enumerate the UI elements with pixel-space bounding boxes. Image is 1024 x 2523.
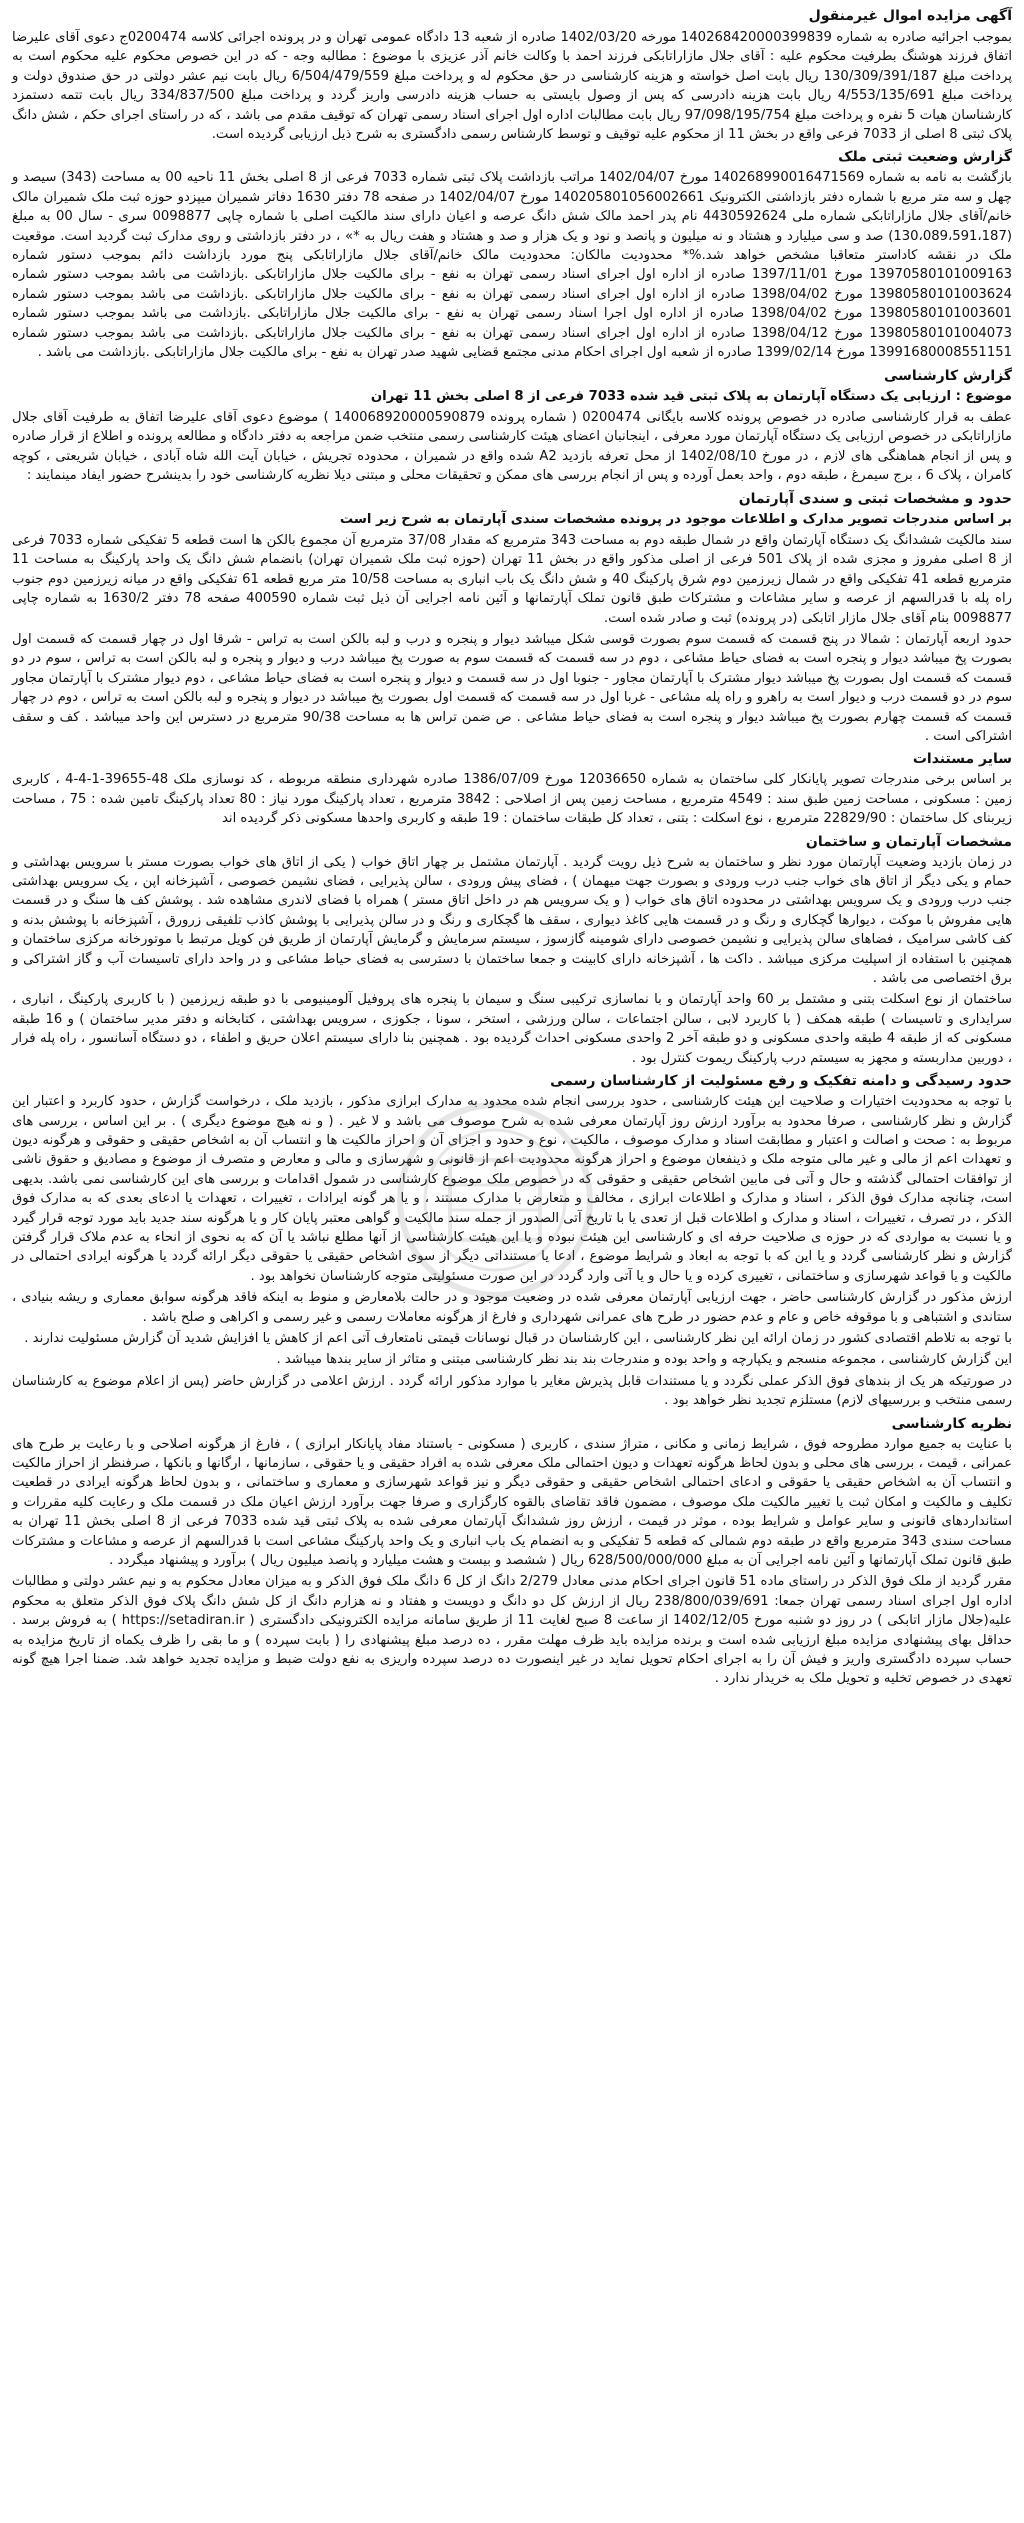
registration-heading: گزارش وضعیت ثبتی ملک xyxy=(838,149,1012,166)
subject-line: موضوع : ارزیابی یک دستگاه آپارتمان به پلاک ثبتی قید شده 7033 فرعی از 8 اصلی بخش 11 تهران xyxy=(370,388,1012,404)
apartment-paragraph: در زمان بازدید وضعیت آپارتمان مورد نظر و ساختمان به شرح ذیل رویت گردید . آپارتمان مشتمل بر چهار اتاق خواب ( یکی از اتاق های خواب بصورت مستر با سرویس بهداشتی و حمام و یکی دیگر از اتاق های خواب جنب درب ورودی و بصورت جهت میهمان ) ، فضای پیش ورودی ، سالن پذیرایی ، فضای نشیمن خصوصی ، آشپزخانه اپن ، یک سرویس بهداشتی جنب درب ورودی و یک سرویس بهداشتی در محدوده اتاق های خواب ( و یک سرویس هم در داخل اتاق مستر ) همراه با فضای لاندری مشاهده شد . پوشش کف ها سنگ و در قسمت هایی مفروش با موکت ، دیوارها گچکاری و رنگ و در قسمت هایی کاغذ دیواری ، سقف ها گچکاری و رنگ و در سالن پذیرایی با پوشش کاذب تلفیقی زرورق ، آشپزخانه با پوشش بدنه و کف کاشی سرامیک ، فضاهای سالن پذیرایی و نشیمن خصوصی دارای شومینه گازسوز ، سیستم سرمایش و گرمایش آپارتمان از طریق فن کویل مرتبط با موتورخانه مرکزی ساختمان و همچنین با استفاده از اسپلیت مرکزی میباشد . داکت ها ، آشپزخانه دارای کابینت و جمعا ساختمان با دسترسی به فضای حیاط مشاعی و در واحد دارای تاسیسات آب و گاز اشتراکی و برق اختصاصی می باشد . xyxy=(12,854,1012,987)
opinion-heading: نظریه کارشناسی xyxy=(891,1415,1012,1432)
scope-paragraph-1: با توجه به محدودیت اختیارات و صلاحیت این هیئت کارشناسی ، حدود بررسی انجام شده محدود به مدارک ابرازی مذکور ، بازدید ملک ، درخواست گزارش ، حدود کاربرد و اعتبار این گزارش و نظر کارشناسی ، صرفا محدود به برآورد ارزش روز آپارتمان معرفی شده به شرح موصوف می باشد و لا غیر . ( و نه هیچ موضوع دیگری ) . بر این اساس ، بررسی های مربوط به : صحت و اصالت و اعتبار و مطابقت اسناد و مدارک موصوف ، مالکیت ، نوع و حدود و اجزای آن و احراز مالکیت ها و انتساب آن به اشخاص حقیقی و حقوقی و هرگونه دیون و تعهدات اعم از مالی و غیر مالی متوجه ملک و ذینفعان موضوع و احراز هرگونه محدودیت اعم از قانونی و شهرسازی و مالی و معارض و متصرف از موضوع و مصادیق و حقوق ناشی از توافقات احتمالی گذشته و حال و آتی فی مابین اشخاص حقیقی و حقوقی که در خصوص ملک موضوع کارشناسی در شمول اقدامات و بررسی های این کارشناسی نمی باشد. بدیهی است، چنانچه مدارک فوق الذکر ، اسناد و مدارک و اطلاعات ابرازی ، مخالف و متعارض با مدارک مستند ، و یا هر گونه ایرادات ، تغییرات ، تعهدات یا ادعای بعدی که به مدارک فوق الذکر ، در تصرف ، تغییرات ، اسناد و مدارک و اطلاعات قبل از تعدی یا با تاریخ آتی الصدور از جمله سند مالکیت و گواهی معتبر پایان کار و یا هرگونه سند جدید باید مورد توجه قرار گیرد و یا نسبت به مواردی که در حوزه ی صلاحیت حرفه ای و کارشناسی این هیئت نبوده و یا این هیئت کارشناسی از آنها مطلع نباشد یا آن که به نحوی از انحاء به عدم ملاک قرار گرفتن گزارش و نظر کارشناسی گردد و یا این که با توجه به ابعاد و شرایط موضوع ، ادعا یا مستنداتی دیگر از سوی اشخاص حقیقی یا حقوقی دیگر ارائه گردد یا هرگونه ایرادی احتمالی در مالکیت و یا قواعد شهرسازی و ساختمانی ، تغییری کرده و یا حال و یا آتی وارد گردد در این صورت مسئولیتی متوجه کارشناسان نخواهد بود . xyxy=(12,1094,1012,1284)
scope-paragraph-3: با توجه به تلاطم اقتصادی کشور در زمان ارائه این نظر کارشناسی ، این کارشناسان در قبال نوسانات قیمتی نامتعارف آتی اعم از کاهش یا افزایش شدید آن گزارش مسئولیت ندارند . xyxy=(24,1330,1012,1346)
scope-heading: حدود رسیدگی و دامنه تفکیک و رفع مسئولیت از کارشناسان رسمی xyxy=(550,1073,1012,1090)
scope-paragraph-2: ارزش مذکور در گزارش کارشناسی حاضر ، جهت ارزیابی آپارتمان معرفی شده در وضعیت موجود و در حالت بلامعارض و منوط به اینکه فاقد هرگونه سوابق معماری و ریشه بنیادی ، ستاندی و اشتباهی و با موقوفه خاص و عام و عدم حضور در طرح های عمرانی شهرداری و فارغ از هرگونه معاملات رسمی و غیر رسمی و اکراهی و صلح باشد . xyxy=(12,1290,1012,1325)
notice-title: آگهی مزایده اموال غیرمنقول xyxy=(808,8,1012,24)
boundaries-subheading: بر اساس مندرجات تصویر مدارک و اطلاعات موجود در پرونده مشخصات سندی آپارتمان به شرح زیر است xyxy=(339,511,1012,527)
expert-report-heading: گزارش کارشناسی xyxy=(883,367,1012,384)
other-documents-heading: سایر مستندات xyxy=(912,751,1012,768)
opinion-paragraph: با عنایت به جمیع موارد مطروحه فوق ، شرایط زمانی و مکانی ، متراژ سندی ، کاربری ( مسکونی - باستناد مفاد پایانکار ابرازی ) ، فارغ از هرگونه اصلاحی و با رعایت بر طرح های عمرانی ، قیمت ، بررسی های محلی و بدون لحاظ هرگونه تعهدات و دیون احتمالی ملک معرفی شده به افراد حقیقی و یا حقوقی ، سازمانها ، ارگانها و بانکها ، صرفنظر از احراز مالکیت و انتساب آن به اشخاص حقیقی یا حقوقی و ادعای احتمالی اشخاص حقیقی و حقوقی دیگر و نیز قواعد شهرسازی و معماری و ساختمانی ، و بدون لحاظ هرگونه ایرادی در قطعیت تکلیف و مالکیت و امکان ثبت یا تغییر مالکیت ملک موصوف ، مضمون فاقد تقاضای بالقوه کارگزاری و صرفا جهت برآورد ارزش اعیان ملک در قسمت ملک و رعایت کلیه مقررات و استانداردهای قانونی و سایر عوامل و شرایط بوده ، موثر در قیمت ، ارزش روز ششدانگ آپارتمان معرفی شده به پلاک ثبتی قید شده 7033 فرعی از 8 اصلی بخش 11 تهران به مساحت سندی 343 مترمربع واقع در طبقه دوم شمالی که قطعه 5 تفکیکی و به انضمام یک باب انباری و یک واحد پارکینگ مشاعی است با قدرالسهم از عرصه و مشاعات و مشترکات طبق قانون تملک آپارتمانها و آئین نامه اجرایی آن به مبلغ 628/500/000/000 ریال ( ششصد و بیست و هشت میلیارد و پانصد میلیون ریال ) برآورد و پیشنهاد میگردد . xyxy=(12,1436,1013,1569)
permit-paragraph: بر اساس برخی مندرجات تصویر پایانکار کلی ساختمان به شماره 12036650 مورخ 1386/07/09 صادره شهرداری منطقه مربوطه ، کد نوسازی ملک 48-39655-1-4-4 ، کاربری زمین : مسکونی ، مساحت زمین طبق سند : 4549 مترمربع ، مساحت زمین پس از اصلاحی : 3842 مترمربع ، تعداد پارکینگ مورد نیاز : 80 تعداد پارکینگ تامین شده : 75 ، مساحت زیربنای کل ساختمان : 22829/90 مترمربع ، نوع اسکلت : بتنی ، تعداد کل طبقات ساختمان : 19 طبقه و کاربری واحدها مسکونی ذکر گردیده اند xyxy=(12,772,1012,827)
expert-paragraph: عطف به قرار کارشناسی صادره در خصوص پرونده کلاسه بایگانی 0200474 ( شماره پرونده 140068920000590879 ) موضوع دعوی آقای علیرضا اتفاق به طرفیت آقای جلال مازاراتابکی در خصوص ارزیابی یک دستگاه آپارتمان مورد معرفی ، اینجانبان اعضای هیئت کارشناسی رسمی منتخب ضمن مراجعه به دفتر دادگاه و مطالعه پرونده و اطلاع از قرار صادره و پس از انجام هماهنگی های لازم ، در مورخ 1402/08/10 از محل تعرفه بازدید A2 شده واقع در شمیران ، محدوده تجریش ، خیابان آیت الله شاه آبادی ، خیابان شریعتی ، کوچه کامران ، پلاک 6 ، برج سیمرغ ، طبقه دوم ، واحد بعمل آورده و پس از انجام بررسی های ممکن و تحقیقات محلی و مبتنی دیلا نظریه کارشناسی خود را بدینشرح حضور ایفاد مینمایند : xyxy=(12,409,1012,484)
apartment-specs-heading: مشخصات آپارتمان و ساختمان xyxy=(805,833,1012,850)
intro-paragraph: بموجب اجرائیه صادره به شماره 140268420000399839 مورخه 1402/03/20 صادره از شعبه 13 دادگاه عمومی تهران و در پرونده اجرائی کلاسه 0200474ج دعوی آقای علیرضا اتفاق فرزند هوشنگ بطرفیت محکوم علیه : آقای جلال مازاراتابکی فرزند احمد با وکالت خانم آذر عزیزی با موضوع : مطالبه وجه - که در این خصوص محکوم علیه محکوم است به پرداخت مبلغ 130/309/391/187 ریال بابت اصل خواسته و هزینه کارشناسی در حق محکوم له و پرداخت مبلغ 6/504/479/559 ریال بابت نیم عشر دولتی در حق صندوق دولت و پرداخت مبلغ 4/553/135/691 ریال بابت هزینه دادرسی که پس از وصول بایستی به حساب هزینه دادرسی واریز گردد و پرداخت مبلغ 334/837/500 ریال بابت تتمه دستمزد کارشناسان هیات 5 نفره و پرداخت مبلغ 97/098/195/754 ریال بابت مطالبات اداره اول اجرای اسناد رسمی تهران که توقیف مقدم می باشد ، که در راستای اجرای حکم ، شش دانگ پلاک ثبتی 8 اصلی از 7033 فرعی واقع در بخش 11 از محکوم علیه توقیف و توسط کارشناس رسمی دادگستری به شرح ذیل ارزیابی گردیده است. xyxy=(12,30,1013,143)
final-paragraph: مقرر گردید از ملک فوق الذکر در راستای ماده 51 قانون اجرای احکام مدنی معادل 2/279 دانگ از کل 6 دانگ ملک فوق الذکر و به میزان معادل محکوم به و نیم عشر دولتی و مطالبات اداره اول اجرای اسناد رسمی تهران جمعا: 238/800/039/691 ریال از ارزش کل دو دانگ و دویست و هفتاد و نه هزارم دانگ از کل شش دانگ پلاک فوق الذکر متعلق به محکوم علیه(جلال مازار اتابکی ) در روز دو شنبه مورخ 1402/12/05 از ساعت 8 صبح لغایت 11 از طریق سامانه مزایده الکترونیکی دادگستری ( https://setadiran.ir ) به فروش برسد . حداقل بهای پیشنهادی مزایده مبلغ ارزیابی شده است و برنده مزایده باید ظرف مهلت مقرر ، ده درصد مبلغ پیشنهادی را ( بابت سپرده ) و ما بقی را ظرف یکماه از تاریخ مزایده به حساب سپرده دادگستری واریز و فیش آن را به اجرای احکام تحویل نماید در غیر اینصورت ده درصد سپرده واریزی به نفع دولت ضبط و مزایده تجدید خواهد شد. ضمنا اجرا هیچ گونه تعهدی در خصوص تخلیه و تحویل ملک به خریدار ندارد . xyxy=(12,1574,1013,1687)
scope-paragraph-4: این گزارش کارشناسی ، مجموعه منسجم و یکپارچه و واحد بوده و مندرجات بند بند نظر کارشناسی مبتنی و متاثر از سایر بندها میباشد . xyxy=(276,1352,1012,1368)
registration-paragraph: بازگشت به نامه به شماره 140268990016471569 مورخ 1402/04/07 مراتب بازداشت پلاک ثبتی شماره 7033 فرعی از 8 اصلی بخش 11 ناحیه 00 به مساحت (343) سیصد و چهل و سه متر مربع با شماره دفتر بازداشتی الکترونیک 140205801056002661 مورخ 1402/04/07 در صفحه 78 دفتر 1630 دفاتر شمیران میپزدو حوزه ثبت ملک شمیران مالک خانم/آقای جلال مازاراتابکی شماره ملی 4430592624 نام پدر احمد مالک شش دانگ عرصه و اعیان دارای سند مالکیت اصلی با شماره چاپی 0098877 سری - سال 00 به مبلغ (130،089،591،187) صد و سی میلیارد و هشتاد و نه میلیون و پانصد و نود و یک هزار و صد و هشتاد و هفت ریال به *» ، در دفتر بازداشتی و روی مدارک ثبت گردید است. موقعیت ملک در نقشه کاداستر متعاقبا مشخص خواهد شد.%* محدودیت مالکان: محدودیت مالک خانم/آقای جلال مازاراتابکی پنج مورد بازداشت دائم بموجب دستور شماره 13970580101009163 مورخ 1397/11/01 صادره از اداره اول اجرای اسناد رسمی تهران به نفع - برای مالکیت جلال مازاراتابکی .بازداشت می باشد بموجب دستور شماره 13980580101003624 مورخ 1398/04/02 صادره از اداره اول اجرای اسناد رسمی تهران به نفع - برای مالکیت جلال مازاراتابکی .بازداشت می باشد بموجب دستور شماره 13980580101003601 مورخ 1398/04/02 صادره از اداره اول اجرا اسناد رسمی تهران به نفع - برای مالکیت جلال مازاراتابکی .بازداشت می باشد بموجب دستور شماره 13980580101004073 مورخ 1398/04/12 صادره از اداره اول اجرای اسناد رسمی تهران به نفع - برای مالکیت جلال مازاراتابکی .بازداشت می باشد بموجب دستور شماره 13991680008551151 مورخ 1399/02/14 صادره از شعبه اول اجرای احکام مدنی مجتمع قضایی شهید صدر تهران به نفع - برای مالکیت جلال مازاراتابکی .بازداشت می باشد . xyxy=(12,170,1012,361)
limits-paragraph: حدود اربعه آپارتمان : شمالا در پنج قسمت که قسمت سوم بصورت قوسی شکل میباشد دیوار و پنجره و درب و لبه بالکن است به تراس - شرقا اول در چهار قسمت که قسمت اول بصورت پخ میباشد دیوار و پنجره است به فضای حیاط مشاعی ، دوم در سه قسمت که قسمت سوم به صورت پخ میباشد درب و دیوار و پنجره و لبه بالکن است به تراس ، سوم در دو قسمت که قسمت اول بصورت پخ میباشد دیوار مشترک با آپارتمان مجاور - جنوبا اول در سه قسمت و دیوار و پنجره است به فضای حیاط مشاعی ، دوم دیوار مشترک با آپارتمان مجاور سوم در دو قسمت درب و دیوار است به راهرو و راه پله مشاعی - غربا اول در سه قسمت که قسمت اول بصورت پخ میباشد در دیوار و پنجره و لبه بالکن است به تراس ، دوم در چهار قسمت که قسمت چهارم بصورت پخ میباشد دیوار و پنجره است به فضای حیاط مشاعی . ص ضمن تراس ها به مساحت 90/38 مترمربع در دسترس این واحد میباشد . کف و سقف اشتراکی است . xyxy=(12,631,1012,744)
building-paragraph: ساختمان از نوع اسکلت بتنی و مشتمل بر 60 واحد آپارتمان و با نماسازی ترکیبی سنگ و سیمان با پنجره های پروفیل آلومینیومی با دو طبقه زیرزمین ( با کاربری پارکینگ ، انباری ، سرایداری و تاسیسات ) طبقه همکف ( با کاربرد لابی ، سالن اجتماعات ، سالن ورزشی ، استخر ، سونا ، جکوزی ، سرویس بهداشتی ، کتابخانه و دفتر مدیر ساختمان ) و 16 طبقه مسکونی که از طبقه 4 طبقه واحدی مسکونی و دو طبقه آخر 2 واحدی مسکونی احداث گردیده بود . همچنین بنا دارای سیستم اعلان حریق و اطفاء ، دو دستگاه آسانسور ، راه پله فرار ، دوربین مداربسته و مجهز به سیستم درب پارکینگ ریموت کنترل بود . xyxy=(12,992,1013,1066)
boundaries-heading: حدود و مشخصات ثبتی و سندی آپارتمان xyxy=(738,490,1012,507)
deed-paragraph: سند مالکیت ششدانگ یک دستگاه آپارتمان واقع در شمال طبقه دوم به مساحت 343 مترمربع که مقدار 37/08 مترمربع آن مجموع بالکن ها است قطعه 5 تفکیکی شماره 7033 فرعی از 8 اصلی مفروز و مجزی شده از پلاک 501 فرعی از اصلی مذکور واقع در بخش 11 تهران (حوزه ثبت ملک شمیران تهران) بانضمام شش دانگ یک واحد پارکینگ به مساحت 11 مترمربع قطعه 41 تفکیکی واقع در شمال زیرزمین دوم شرق پارکینگ 40 و شش دانگ یک باب انباری به مساحت 10/58 متر مربع قطعه 61 تفکیکی واقع در میانه زیرزمین دوم جنوب راه پله با قدرالسهم از عرصه و سایر مشاعات و مشترکات طبق قانون تملک آپارتمانها و آئین نامه اجرایی آن ذیل ثبت شماره 400590 صفحه 78 دفتر 1630/2 به شماره چاپی 0098877 بنام آقای جلال مازار اتابکی (در پرونده) ثبت و صادر شده است. xyxy=(12,532,1013,626)
scope-paragraph-5: در صورتیکه هر یک از بندهای فوق الذکر عملی نگردد و یا مستندات قابل پذیرش مغایر با موارد مذکور ارائه گردد . ارزش اعلامی در گزارش حاضر (پس از اعلام موضوع به کارشناسان رسمی منتخب و بررسیهای لازم) مستلزم تجدید نظر خواهد بود . xyxy=(12,1373,1012,1409)
